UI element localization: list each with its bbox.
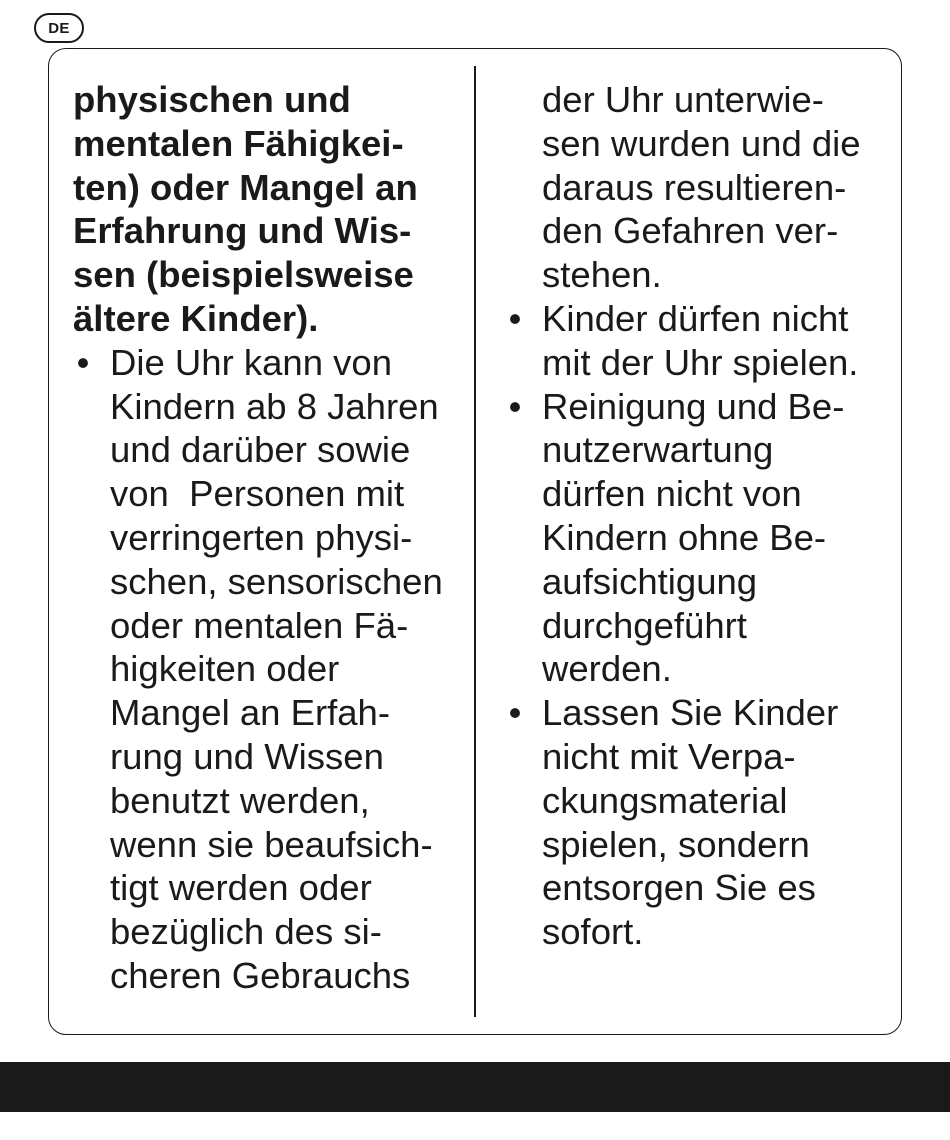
bullet-line: cheren Gebrauchs — [110, 954, 411, 996]
bullet-line: mit der Uhr spielen. — [542, 341, 859, 383]
bullet-line: dürfen nicht von — [542, 473, 802, 515]
bullet-line: Die Uhr kann von — [110, 341, 393, 383]
left-column — [73, 78, 469, 998]
bullet-line: Lassen Sie Kinder — [542, 692, 839, 734]
bullet-text — [505, 385, 895, 692]
continuation-line: sen wurden und die — [542, 122, 861, 164]
bullet-marker: • — [76, 341, 90, 383]
bullet-marker: • — [508, 692, 522, 734]
bullet-line: nutzerwartung — [542, 429, 774, 471]
bullet-line: Kindern ab 8 Jahren — [110, 385, 439, 427]
intro-line: ten) oder Mangel an — [73, 166, 418, 208]
intro-line: physischen und — [73, 79, 351, 120]
bullet-text — [73, 341, 469, 998]
bullet-marker: • — [508, 297, 522, 339]
bullet-line: schen, sensorischen — [110, 560, 443, 602]
bullet-line: tigt werden oder — [110, 867, 372, 909]
bullet-line: Kinder dürfen nicht — [542, 297, 849, 339]
bullet-line: Kindern ohne Be- — [542, 516, 827, 558]
bullet-line: durchgeführt — [542, 604, 747, 646]
intro-line: ältere Kinder). — [73, 297, 319, 339]
bullet-line: Mangel an Erfah- — [110, 692, 390, 734]
bullet-item-supervised-use — [73, 341, 469, 998]
continuation-line: der Uhr unterwie- — [542, 79, 824, 120]
language-badge — [34, 13, 84, 43]
intro-line: sen (beispielsweise — [73, 254, 414, 296]
bullet-line: benutzt werden, — [110, 779, 370, 821]
column-divider — [474, 66, 476, 1017]
continuation-line: stehen. — [542, 254, 662, 296]
bullet-item-packaging — [505, 691, 895, 954]
bullet-line: ckungsmaterial — [542, 779, 788, 821]
bullet-line: werden. — [542, 648, 672, 690]
bullet-line: Reinigung und Be- — [542, 385, 845, 427]
continuation-line: den Gefahren ver- — [542, 210, 839, 252]
intro-line: mentalen Fähigkei- — [73, 122, 404, 164]
bullet-line: rung und Wissen — [110, 735, 384, 777]
continuation-paragraph — [505, 78, 895, 297]
bullet-line: bezüglich des si- — [110, 911, 382, 953]
bullet-line: verringerten physi- — [110, 516, 413, 558]
bullet-line: von Personen mit — [110, 473, 405, 515]
bullet-item-cleaning — [505, 385, 895, 692]
bullet-line: sofort. — [542, 911, 644, 953]
language-badge-label: DE — [48, 19, 70, 37]
bullet-text — [505, 691, 895, 954]
bullet-line: higkeiten oder — [110, 648, 340, 690]
bullet-line: nicht mit Verpa- — [542, 735, 796, 777]
bullet-line: und darüber sowie — [110, 429, 411, 471]
right-column — [505, 78, 895, 954]
bullet-line: entsorgen Sie es — [542, 867, 816, 909]
bullet-line: spielen, sondern — [542, 823, 810, 865]
intro-line: Erfahrung und Wis- — [73, 210, 412, 252]
bullet-text — [505, 297, 895, 385]
bullet-item-no-playing — [505, 297, 895, 385]
continuation-line: daraus resultieren- — [542, 166, 847, 208]
bullet-line: oder mentalen Fä- — [110, 604, 409, 646]
bullet-marker: • — [508, 385, 522, 427]
bullet-line: aufsichtigung — [542, 560, 758, 602]
footer-bar — [0, 1062, 950, 1112]
intro-paragraph — [73, 78, 469, 341]
bullet-line: wenn sie beaufsich- — [110, 823, 433, 865]
